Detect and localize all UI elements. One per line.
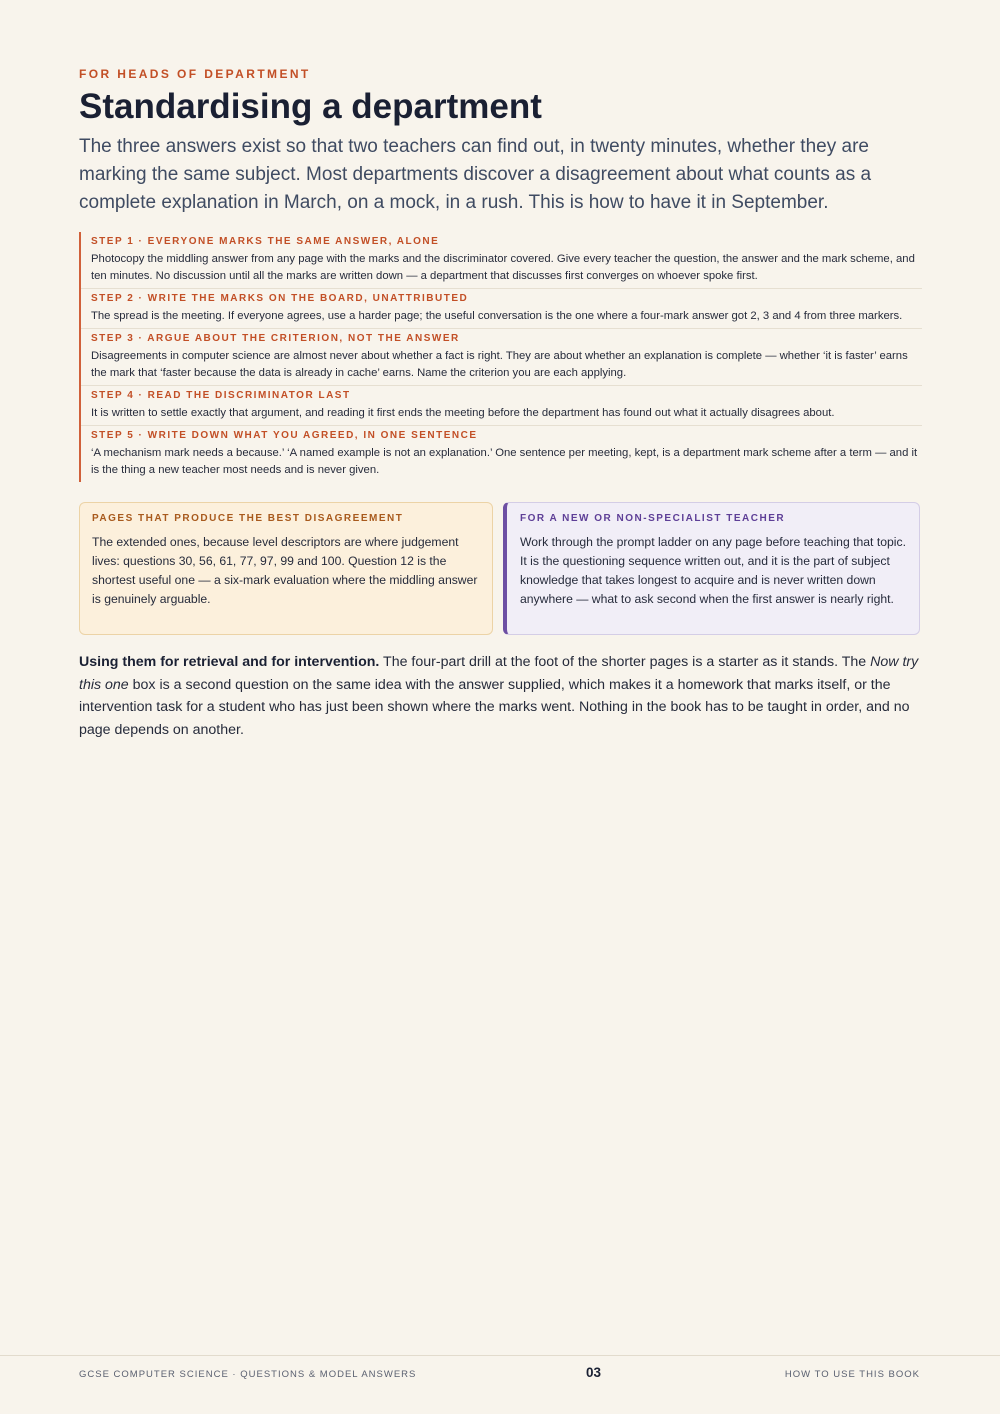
closing-text-part1: The four-part drill at the foot of the shorter pages is a starter as it stands. The	[379, 654, 871, 670]
closing-paragraph	[79, 651, 920, 742]
step-heading: STEP 1 · EVERYONE MARKS THE SAME ANSWER, ALONE	[91, 236, 440, 247]
callout-heading: FOR A NEW OR NON-SPECIALIST TEACHER	[520, 513, 786, 524]
step-body: Disagreements in computer science are almost never about whether a fact is right. They are about whether an explanation is complete — whether ‘it is faster’ earns the mark that ‘faster because the data is already in cache’ earns. Name the criterion you are each applying.	[91, 350, 908, 379]
step-item	[81, 386, 922, 426]
step-body: ‘A mechanism mark needs a because.’ ‘A named example is not an explanation.’ One sentence per meeting, kept, is a department mark scheme after a term — and it is the thing a new teacher most needs and is never given.	[91, 447, 918, 476]
step-item	[81, 329, 922, 386]
step-heading: STEP 4 · READ THE DISCRIMINATOR LAST	[91, 390, 351, 401]
footer-section-title: HOW TO USE THIS BOOK	[784, 1369, 920, 1380]
steps-list	[79, 232, 922, 482]
closing-text-part2: box is a second question on the same idea with the answer supplied, which makes it a homework that marks itself, or the intervention task for a student who has just been shown where the marks went. Nothing in the book has to be taught in order, and no page depends on another.	[79, 676, 910, 739]
step-body: Photocopy the middling answer from any page with the marks and the discriminator covered. Give every teacher the question, the answer and the mark scheme, and ten minutes. No discussion until all the marks are written down — a department that discusses first converges on whoever spoke first.	[91, 253, 915, 282]
lede-paragraph: The three answers exist so that two teachers can find out, in twenty minutes, whether they are marking the same subject. Most departments discover a disagreement about what counts as a complete explanation in March, on a mock, in a rush. This is how to have it in September.	[79, 136, 872, 213]
callout-body: The extended ones, because level descriptors are where judgement lives: questions 30, 56, 61, 77, 97, 99 and 100. Question 12 is the shortest useful one — a six-mark evaluation where the middling answer is genuinely arguable.	[92, 535, 478, 606]
step-item	[81, 426, 922, 482]
best-disagreement-callout	[79, 502, 493, 635]
section-eyebrow: FOR HEADS OF DEPARTMENT	[79, 67, 311, 81]
step-body: The spread is the meeting. If everyone agrees, use a harder page; the useful conversation is the one where a four-mark answer got 2, 3 and 4 from three markers.	[91, 310, 903, 322]
step-heading: STEP 5 · WRITE DOWN WHAT YOU AGREED, IN ONE SENTENCE	[91, 430, 478, 441]
callout-heading: PAGES THAT PRODUCE THE BEST DISAGREEMENT	[92, 513, 404, 524]
step-body: It is written to settle exactly that argument, and reading it first ends the meeting before the department has found out what it actually disagrees about.	[91, 407, 835, 419]
page-footer	[0, 1355, 1000, 1414]
step-item	[81, 232, 922, 289]
step-item	[81, 289, 922, 329]
step-heading: STEP 3 · ARGUE ABOUT THE CRITERION, NOT THE ANSWER	[91, 333, 460, 344]
new-teacher-callout	[503, 502, 920, 635]
step-heading: STEP 2 · WRITE THE MARKS ON THE BOARD, UNATTRIBUTED	[91, 293, 469, 304]
page-number: 03	[586, 1365, 602, 1380]
footer-book-title: GCSE COMPUTER SCIENCE · QUESTIONS & MODEL ANSWERS	[79, 1369, 417, 1380]
page-title: Standardising a department	[79, 87, 542, 126]
closing-emphasis: Now try this one	[79, 654, 919, 693]
closing-lead: Using them for retrieval and for intervention.	[79, 654, 380, 670]
callout-body: Work through the prompt ladder on any page before teaching that topic. It is the questioning sequence written out, and it is the part of subject knowledge that takes longest to acquire and is never written down anywhere — what to ask second when the first answer is nearly right.	[520, 535, 906, 606]
